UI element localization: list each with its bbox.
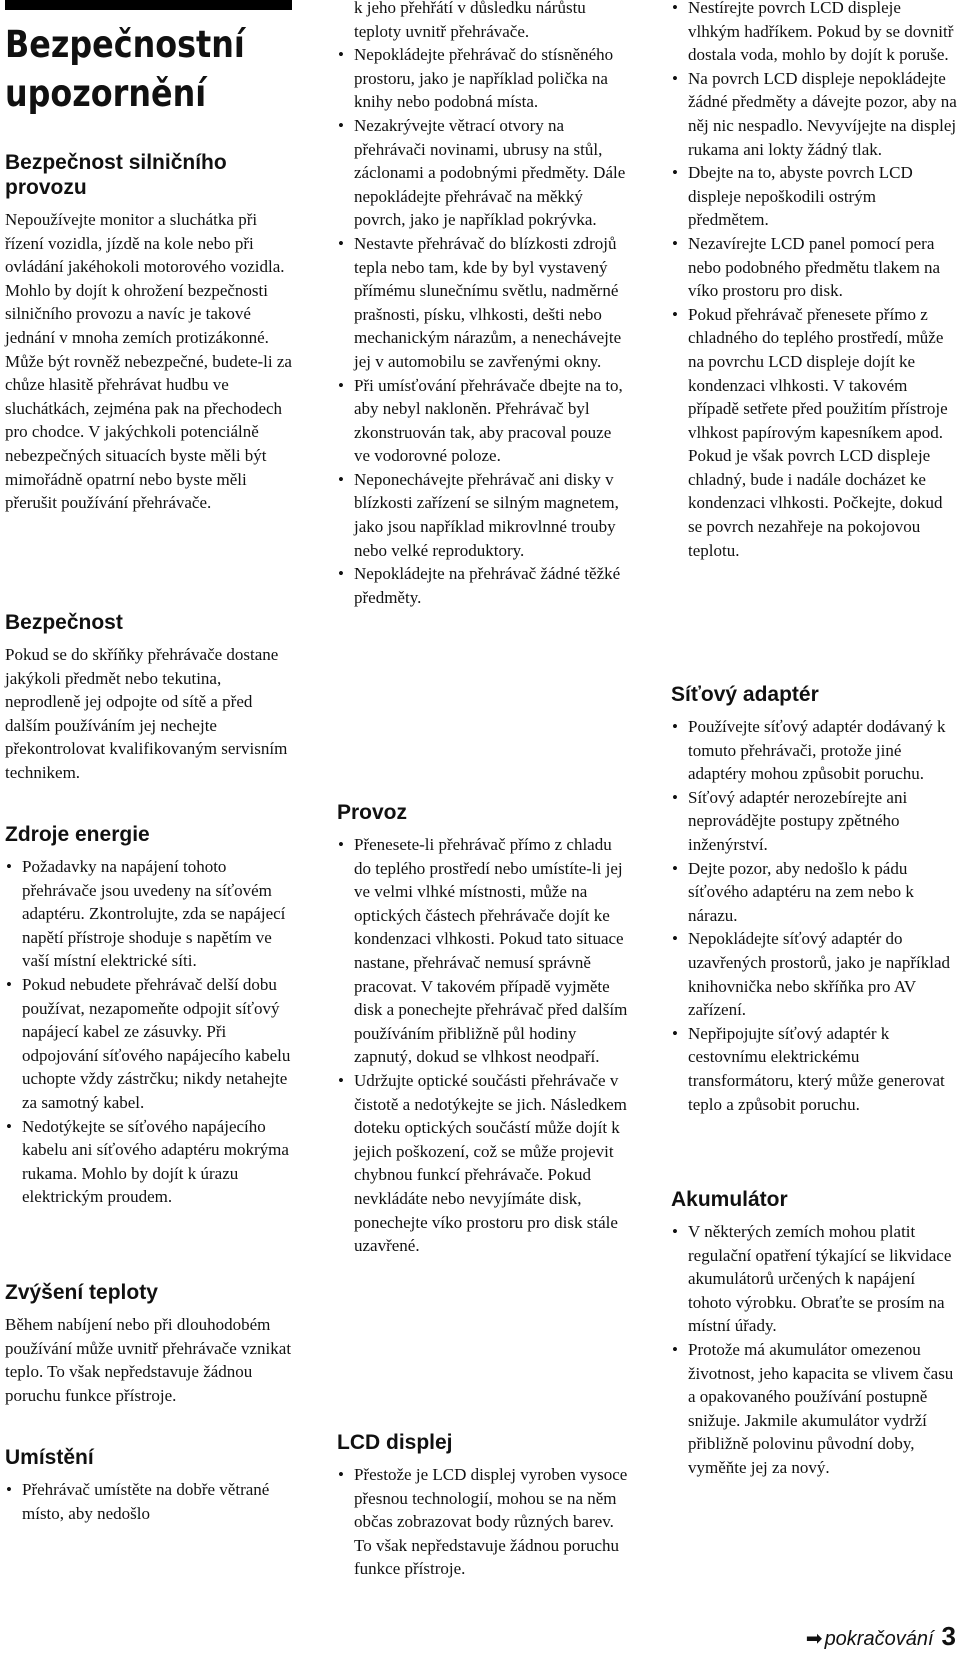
heading-lcd: LCD displej bbox=[337, 1431, 453, 1454]
heading-heat: Zvýšení teploty bbox=[5, 1281, 158, 1304]
section-placement-continued bbox=[337, 0, 629, 609]
list-item: • Při umísťování přehrávače dbejte na to, aby nebyl nakloněn. Přehrávač byl zkonstruován tak, aby pracoval pouze ve vodorovné poloze. bbox=[337, 374, 629, 468]
list-item: • Udržujte optické součásti přehrávače v čistotě a nedotýkejte se jich. Následkem doteku optických součástí může dojít k jejich poškození, což se může projevit chybnou funkcí přehrávače. Pokud nevkládáte nebo nevyjímáte disk, ponechejte víko prostoru pro disk stále uzavřené. bbox=[337, 1069, 629, 1258]
section-placement bbox=[5, 1445, 297, 1525]
heading-placement: Umístění bbox=[5, 1446, 94, 1469]
list-item: • Nepokládejte síťový adaptér do uzavřených prostorů, jako je například knihovnička nebo skříňka pro AV zařízení. bbox=[671, 927, 957, 1021]
placement-list bbox=[337, 43, 629, 609]
list-item: • Přestože je LCD displej vyroben vysoce přesnou technologií, mohou se na něm občas zobrazovat body různých barev. To však nepředstavuje žádnou poruchu funkce přístroje. bbox=[337, 1463, 629, 1581]
section-lcd-continued bbox=[671, 0, 957, 562]
section-safety bbox=[5, 610, 297, 785]
adapter-list bbox=[671, 715, 957, 1116]
heading-safety: Bezpečnost bbox=[5, 611, 123, 634]
section-lcd bbox=[337, 1430, 629, 1581]
section-adapter bbox=[671, 682, 957, 1116]
section-heat bbox=[5, 1280, 297, 1407]
heading-adapter: Síťový adaptér bbox=[671, 683, 819, 706]
section-battery bbox=[671, 1187, 957, 1480]
list-item: • Nestavte přehrávač do blízkosti zdrojů tepla nebo tam, kde by byl vystavený přímému slunečnímu světlu, nadměrné prašnosti, písku, vlhkosti, dešti nebo mechanickým nárazům, a nenechávejte jej v automobilu se zavřenými okny. bbox=[337, 232, 629, 374]
list-item: • Pokud přehrávač přenesete přímo z chladného do teplého prostředí, může na povrchu LCD displeje dojít ke kondenzaci vlhkosti. V takovém případě setřete před použitím přístroje vlhkost papírovým kapesníkem apod. Pokud je však povrch LCD displeje chladný, bude i nadále docházet ke kondenzaci vlhkosti. Počkejte, dokud se povrch nezahřeje na pokojovou teplotu. bbox=[671, 303, 957, 563]
list-item: • Na povrch LCD displeje nepokládejte žádné předměty a dávejte pozor, aby na něj nic nespadlo. Nevyvíjejte na displej rukama ani lokty žádný tlak. bbox=[671, 67, 957, 161]
list-item: • Dbejte na to, abyste povrch LCD displeje nepoškodili ostrým předmětem. bbox=[671, 161, 957, 232]
list-item: • Dejte pozor, aby nedošlo k pádu síťového adaptéru na zem nebo k nárazu. bbox=[671, 857, 957, 928]
page-number: 3 bbox=[941, 1621, 956, 1651]
list-item: • Nezakrývejte větrací otvory na přehrávači novinami, ubrusy na stůl, záclonami a podobnými předměty. Dále nepokládejte přehrávač na měkký povrch, jako je například pokrývka. bbox=[337, 114, 629, 232]
list-item: • Nepokládejte na přehrávač žádné těžké předměty. bbox=[337, 562, 629, 609]
list-item: • Nedotýkejte se síťového napájecího kabelu ani síťového adaptéru mokrýma rukama. Mohlo by dojít k úrazu elektrickým proudem. bbox=[5, 1115, 297, 1209]
continued-label: pokračování bbox=[824, 1628, 934, 1650]
list-item: • Neponechávejte přehrávač ani disky v blízkosti zařízení se silným magnetem, jako jsou například mikrovlnné trouby nebo velké reproduktory. bbox=[337, 468, 629, 562]
paragraph-heat: Během nabíjení nebo při dlouhodobém používání může uvnitř přehrávače vznikat teplo. To však nepředstavuje žádnou poruchu funkce přístroje. bbox=[5, 1315, 292, 1405]
list-item: • Protože má akumulátor omezenou životnost, jeho kapacita se vlivem času a opakovaného používání postupně snižuje. Jakmile akumulátor vydrží přibližně polovinu původní doby, vyměňte jej za nový. bbox=[671, 1338, 957, 1480]
heading-traffic-safety: Bezpečnost silničního provozu bbox=[5, 151, 227, 199]
list-item: • Přenesete-li přehrávač přímo z chladu do teplého prostředí nebo umístíte-li jej ve velmi vlhké místnosti, může na optických částech přehrávače dojít ke kondenzaci vlhkosti. Pokud tato situace nastane, přehrávač nemusí správně pracovat. V takovém případě vyjměte disk a ponechejte přehrávač před dalším používáním přibližně půl hodiny zapnutý, dokud se vlhkost neodpaří. bbox=[337, 833, 629, 1069]
heading-power-sources: Zdroje energie bbox=[5, 823, 150, 846]
list-item: • Přehrávač umístěte na dobře větrané místo, aby nedošlo bbox=[5, 1478, 297, 1525]
list-item: • Nepřipojujte síťový adaptér k cestovnímu elektrickému transformátoru, který může generovat teplo a způsobit poruchu. bbox=[671, 1022, 957, 1116]
list-item: • Síťový adaptér nerozebírejte ani neprovádějte postupy zpětného inženýrství. bbox=[671, 786, 957, 857]
heading-battery: Akumulátor bbox=[671, 1188, 788, 1211]
section-traffic bbox=[5, 150, 297, 515]
lcd-list-start bbox=[337, 1463, 629, 1581]
list-item: • Nezavírejte LCD panel pomocí pera nebo podobného předmětu tlakem na víko prostoru pro disk. bbox=[671, 232, 957, 303]
page-title-line: Bezpečnostní bbox=[5, 23, 245, 66]
lcd-list bbox=[671, 0, 957, 562]
battery-list bbox=[671, 1220, 957, 1480]
paragraph-traffic-safety: Nepoužívejte monitor a sluchátka při řízení vozidla, jízdě na kole nebo při ovládání jakéhokoli motorového vozidla. Mohlo by dojít k ohrožení bezpečnosti silničního provozu a navíc je takové jednání v mnoha zemích protizákonné. Může být rovněž nebezpečné, budete-li za chůze hlasitě přehrávat hudbu ve sluchátkách, zejména pak na přechodech pro chodce. V jakýchkoli potenciálně nebezpečných situacích byste měli být mimořádně opatrní nebo byste měli přerušit používání přehrávače. bbox=[5, 210, 292, 513]
heading-operation: Provoz bbox=[337, 801, 408, 824]
page-title bbox=[5, 20, 280, 118]
list-item: • Nepokládejte přehrávač do stísněného prostoru, jako je například polička na knihy nebo podobná místa. bbox=[337, 43, 629, 114]
page-footer bbox=[806, 1621, 956, 1652]
list-item: • V některých zemích mohou platit regulační opatření týkající se likvidace akumulátorů určených k napájení tohoto výrobku. Obraťte se prosím na místní úřady. bbox=[671, 1220, 957, 1338]
placement-continued-text: k jeho přehřátí v důsledku nárůstu teploty uvnitř přehrávače. bbox=[354, 0, 586, 41]
paragraph-safety: Pokud se do skříňky přehrávače dostane jakýkoli předmět nebo tekutina, neprodleně jej odpojte od sítě a před dalším používáním jej nechejte překontrolovat kvalifikovaným servisním technikem. bbox=[5, 645, 288, 782]
list-item: • Nestírejte povrch LCD displeje vlhkým hadříkem. Pokud by se dovnitř dostala voda, mohlo by dojít k poruše. bbox=[671, 0, 957, 67]
power-list bbox=[5, 855, 297, 1209]
placement-list-start bbox=[5, 1478, 297, 1525]
arrow-right-icon: ➡ bbox=[805, 1626, 823, 1650]
operation-list bbox=[337, 833, 629, 1258]
section-power bbox=[5, 822, 297, 1209]
list-item: • Požadavky na napájení tohoto přehrávače jsou uvedeny na síťovém adaptéru. Zkontrolujte, zda se napájecí napětí přístroje shoduje s napětím ve vaší místní elektrické síti. bbox=[5, 855, 297, 973]
page-title-line: upozornění bbox=[5, 72, 207, 115]
section-operation bbox=[337, 800, 629, 1258]
list-item: • Používejte síťový adaptér dodávaný k tomuto přehrávači, protože jiné adaptéry mohou způsobit poruchu. bbox=[671, 715, 957, 786]
list-item: • Pokud nebudete přehrávač delší dobu používat, nezapomeňte odpojit síťový napájecí kabel ze zásuvky. Při odpojování síťového napájecího kabelu uchopte vždy zástrčku; nikdy netahejte za samotný kabel. bbox=[5, 973, 297, 1115]
column-1 bbox=[5, 0, 297, 1523]
